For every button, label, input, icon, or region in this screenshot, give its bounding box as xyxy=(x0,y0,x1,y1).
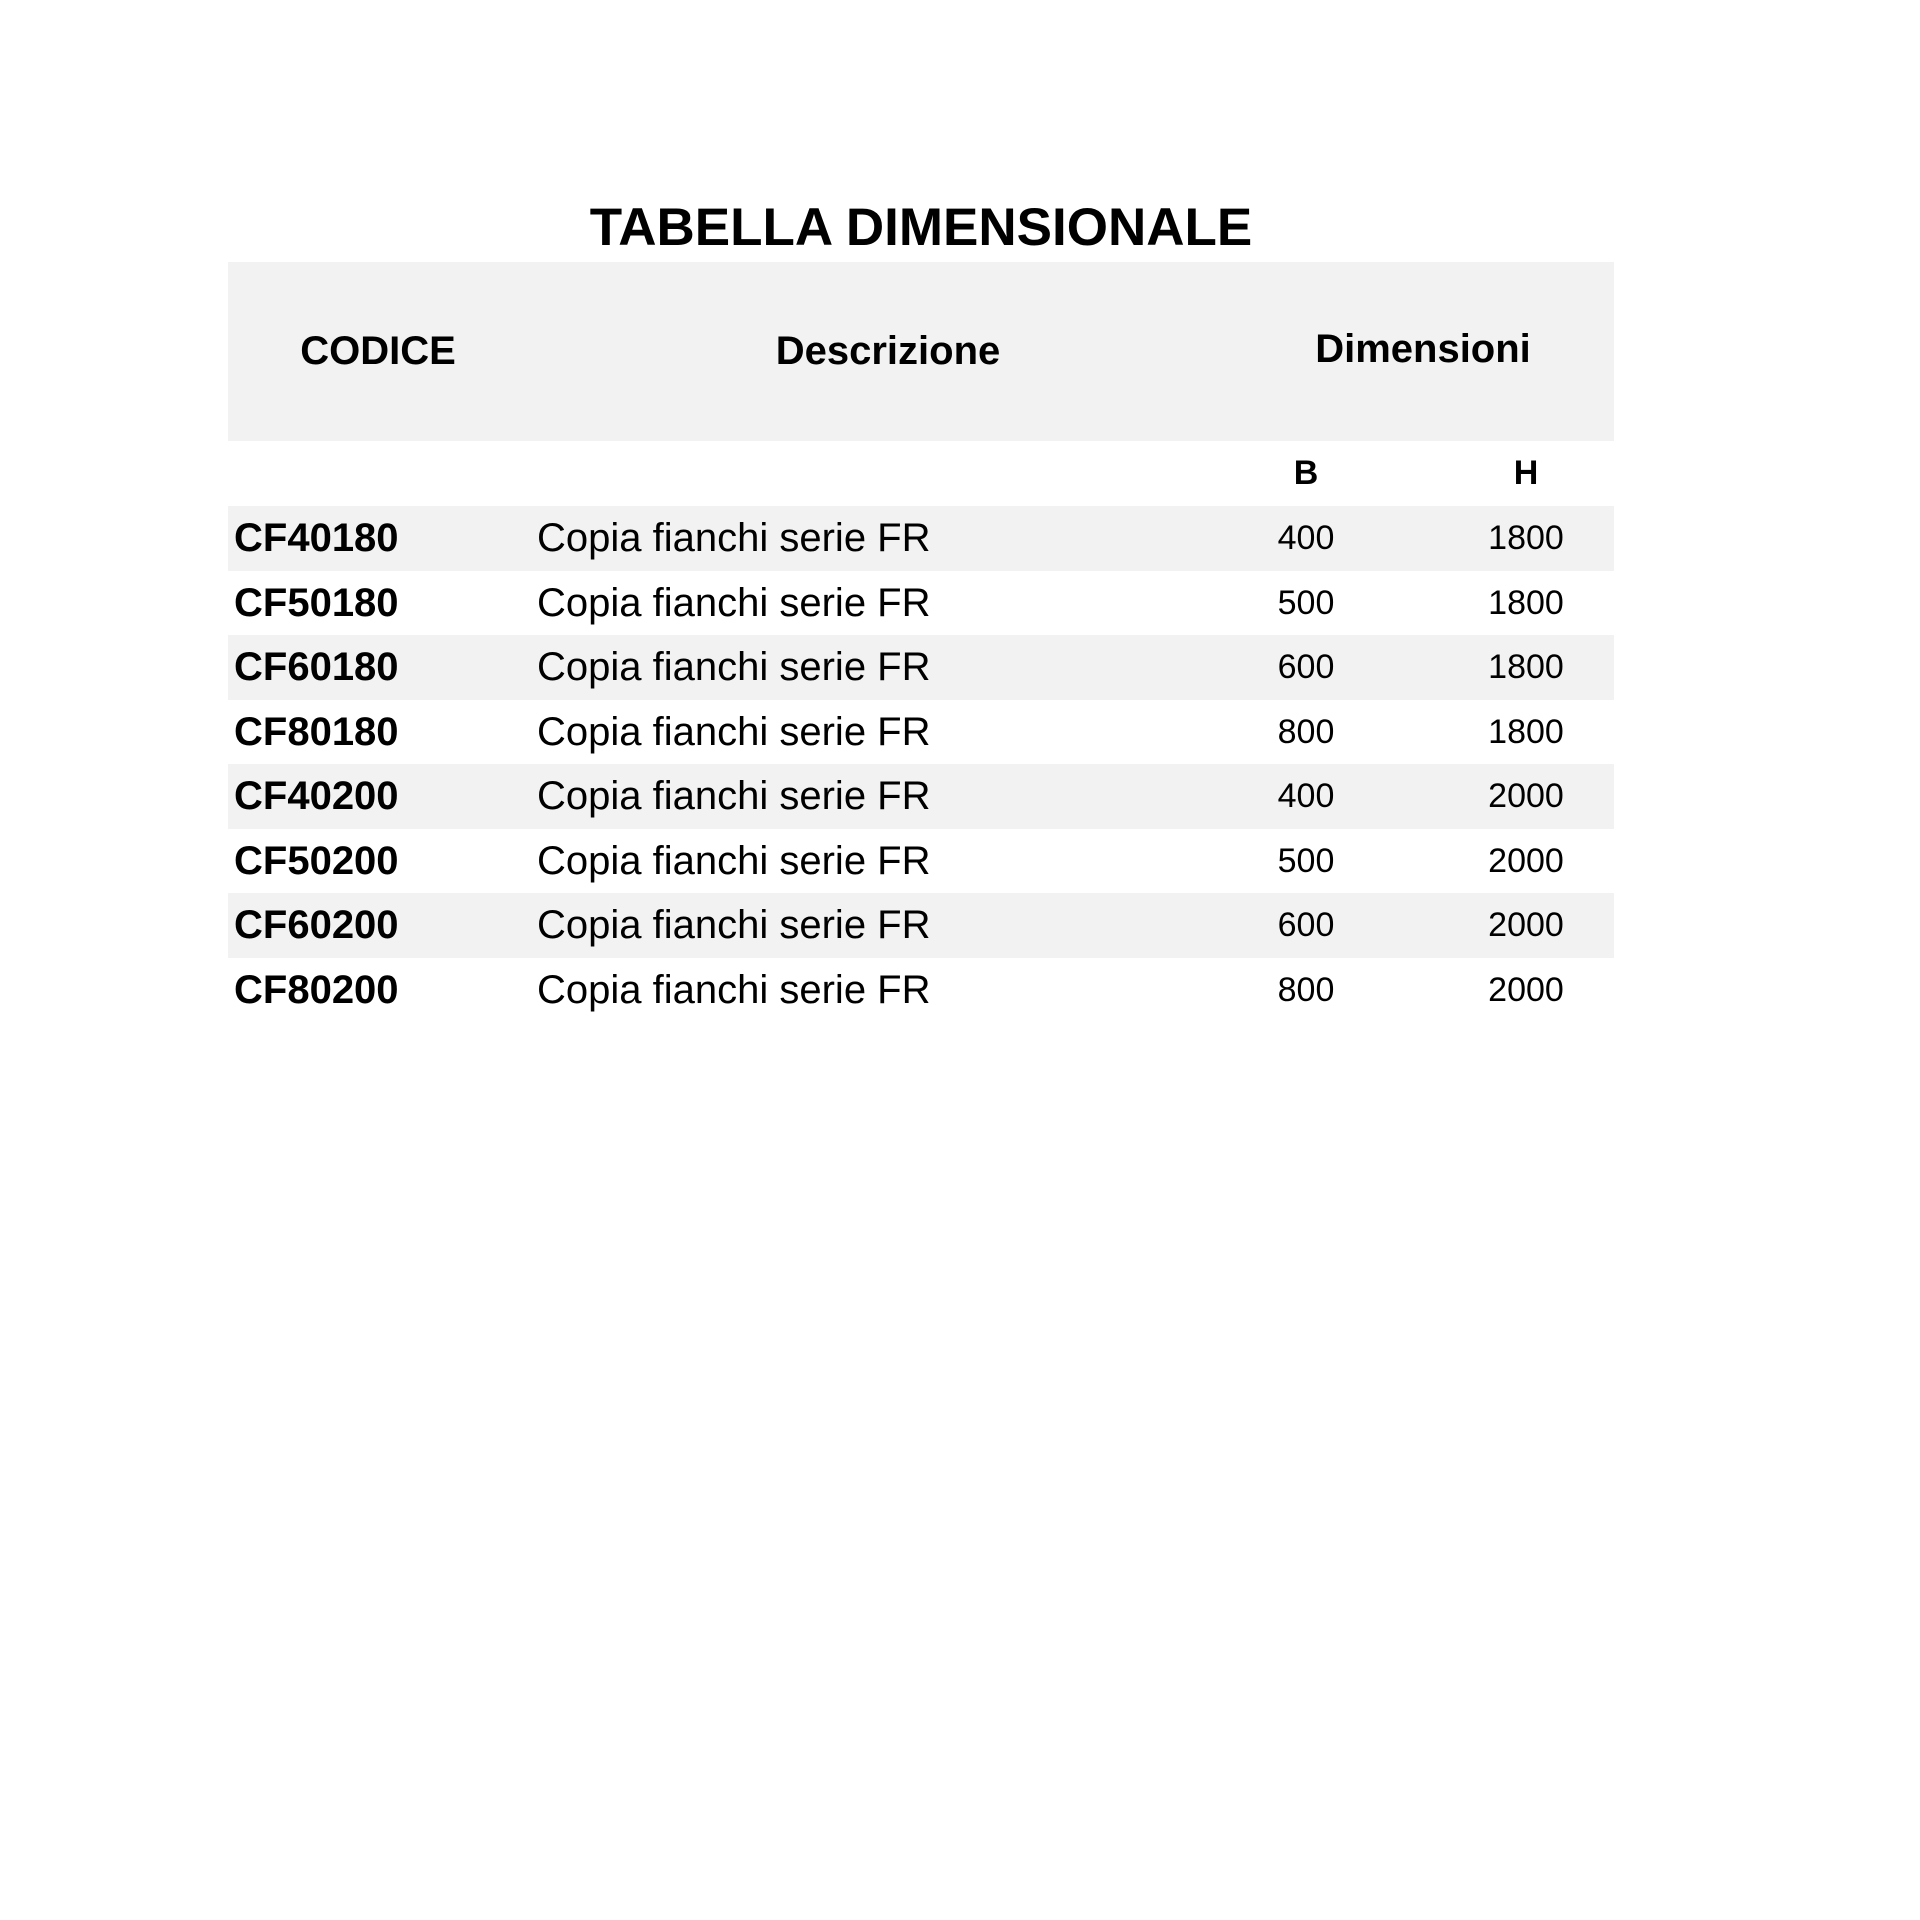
cell-b: 600 xyxy=(1277,648,1335,686)
cell-b: 800 xyxy=(1277,712,1335,751)
table-header xyxy=(228,262,1614,441)
cell-h: 1800 xyxy=(1488,583,1564,622)
cell-codice: CF60180 xyxy=(234,645,399,689)
table-row xyxy=(228,571,1614,636)
header-h: H xyxy=(1513,454,1539,492)
table-row xyxy=(228,764,1614,829)
cell-codice: CF60200 xyxy=(234,903,399,947)
table-row xyxy=(228,829,1614,894)
cell-b: 400 xyxy=(1277,519,1335,557)
cell-codice: CF50200 xyxy=(234,838,399,883)
table-row xyxy=(228,958,1614,1023)
cell-h: 2000 xyxy=(1488,906,1564,944)
cell-descrizione: Copia fianchi serie FR xyxy=(537,709,931,754)
cell-b: 600 xyxy=(1277,906,1335,944)
cell-descrizione: Copia fianchi serie FR xyxy=(537,580,931,625)
cell-b: 500 xyxy=(1277,841,1335,880)
cell-descrizione: Copia fianchi serie FR xyxy=(537,838,931,883)
header-b: B xyxy=(1293,454,1319,492)
dimension-table xyxy=(228,262,1614,1022)
cell-descrizione: Copia fianchi serie FR xyxy=(537,645,931,689)
cell-descrizione: Copia fianchi serie FR xyxy=(537,903,931,947)
header-codice: CODICE xyxy=(300,329,456,373)
cell-h: 2000 xyxy=(1488,841,1564,880)
cell-h: 2000 xyxy=(1488,970,1564,1009)
cell-b: 500 xyxy=(1277,583,1335,622)
table-row xyxy=(228,506,1614,571)
cell-h: 1800 xyxy=(1488,519,1564,557)
table-row xyxy=(228,635,1614,700)
cell-h: 2000 xyxy=(1488,777,1564,815)
cell-descrizione: Copia fianchi serie FR xyxy=(537,774,931,818)
cell-h: 1800 xyxy=(1488,648,1564,686)
cell-codice: CF80200 xyxy=(234,967,399,1012)
cell-h: 1800 xyxy=(1488,712,1564,751)
table-row xyxy=(228,700,1614,765)
table-row xyxy=(228,893,1614,958)
cell-b: 400 xyxy=(1277,777,1335,815)
header-dimensioni: Dimensioni xyxy=(1315,327,1531,371)
header-descrizione-label: Descrizione xyxy=(775,329,1001,373)
cell-codice: CF80180 xyxy=(234,709,399,754)
cell-descrizione: Copia fianchi serie FR xyxy=(537,516,931,560)
cell-b: 800 xyxy=(1277,970,1335,1009)
cell-codice: CF40200 xyxy=(234,774,399,818)
cell-codice: CF40180 xyxy=(234,516,399,560)
table-subheader xyxy=(228,441,1614,506)
cell-descrizione: Copia fianchi serie FR xyxy=(537,967,931,1012)
cell-codice: CF50180 xyxy=(234,580,399,625)
page-title: TABELLA DIMENSIONALE xyxy=(589,198,1253,257)
